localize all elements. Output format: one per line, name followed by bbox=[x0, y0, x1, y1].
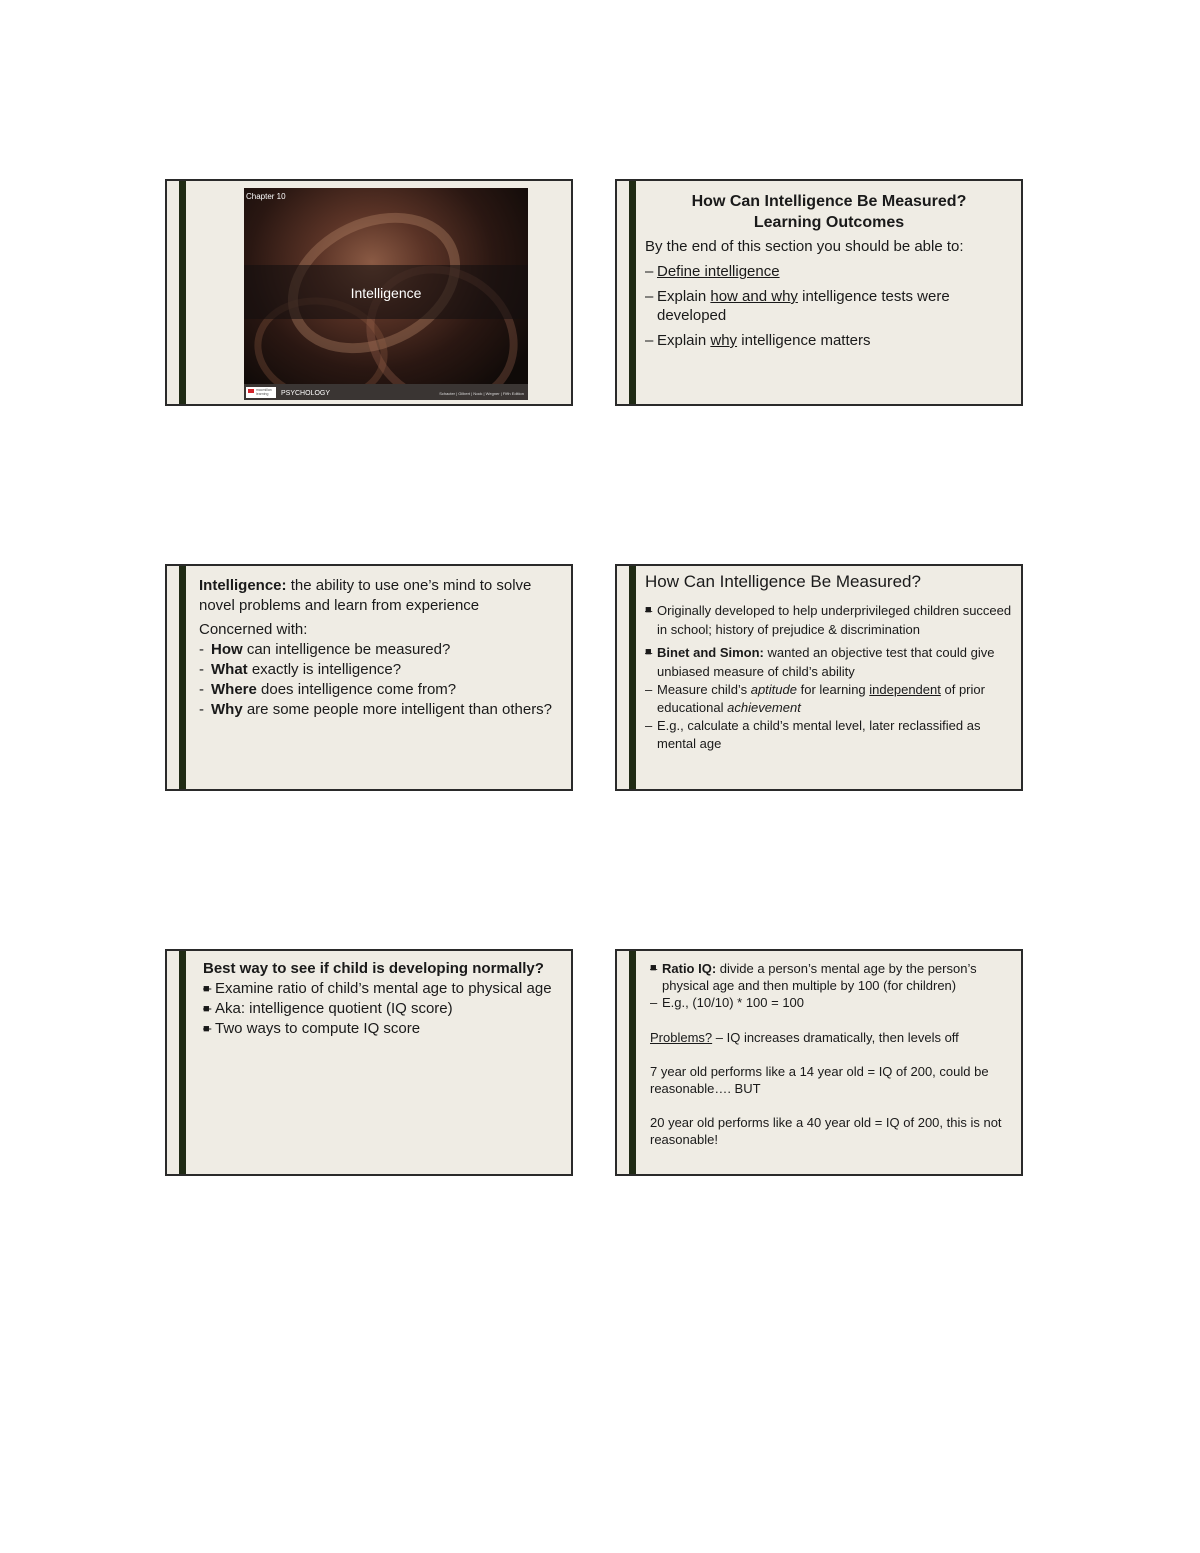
list-item: – ■ Two ways to compute IQ score bbox=[203, 1019, 563, 1039]
question-list bbox=[199, 640, 563, 720]
list-item: – ■ Ratio IQ: divide a person’s mental age by the person’s physical age and then multiple by 100 (for children) bbox=[650, 960, 1003, 994]
sub-list bbox=[650, 994, 1013, 1011]
slide-accent-bar bbox=[629, 181, 636, 404]
slide-5 bbox=[165, 949, 573, 1176]
example-2: 20 year old performs like a 40 year old = IQ of 200, this is not reasonable! bbox=[650, 1115, 1002, 1147]
outcome-list bbox=[645, 262, 1013, 350]
slide-2 bbox=[615, 179, 1023, 406]
slide-title: Best way to see if child is developing normally? bbox=[203, 960, 544, 977]
publisher-label: PSYCHOLOGY bbox=[281, 390, 331, 397]
logo-mark-icon bbox=[248, 389, 254, 393]
definition: Intelligence: the ability to use one’s mind to solve novel problems and learn from experience bbox=[199, 577, 532, 614]
list-item: – ■ Examine ratio of child’s mental age to physical age bbox=[203, 979, 563, 999]
list-item: – ■ Binet and Simon: wanted an objective test that could give unbiased measure of child’s ability bbox=[645, 643, 1013, 681]
slide-accent-bar bbox=[179, 566, 186, 789]
slide-title: How Can Intelligence Be Measured? Learning Outcomes bbox=[691, 193, 967, 231]
sub-list bbox=[645, 681, 1013, 753]
cover-image bbox=[244, 188, 528, 400]
slide-title: How Can Intelligence Be Measured? bbox=[645, 572, 921, 591]
list-item: – E.g., (10/10) * 100 = 100 bbox=[650, 994, 1013, 1011]
bullet-list bbox=[645, 601, 1013, 681]
slide-3 bbox=[165, 564, 573, 791]
list-item: – Define intelligence bbox=[645, 262, 1013, 281]
concerned-label: Concerned with: bbox=[199, 621, 308, 638]
slide-accent-bar bbox=[179, 951, 186, 1174]
slide-4 bbox=[615, 564, 1023, 791]
example-1: 7 year old performs like a 14 year old = IQ of 200, could be reasonable…. BUT bbox=[650, 1064, 989, 1096]
authors-line: Schacter | Gilbert | Nock | Wegner | Fifth Edition bbox=[439, 391, 524, 396]
slide-1 bbox=[165, 179, 573, 406]
list-item: – E.g., calculate a child’s mental level, later reclassified as mental age bbox=[645, 717, 1013, 753]
slide-accent-bar bbox=[629, 566, 636, 789]
problems-text: Problems? – IQ increases dramatically, then levels off bbox=[650, 1030, 959, 1045]
list-item: – Measure child’s aptitude for learning independent of prior educational achievement bbox=[645, 681, 1013, 717]
slide-accent-bar bbox=[629, 951, 636, 1174]
slide-6 bbox=[615, 949, 1023, 1176]
list-item: – ■ Originally developed to help underprivileged children succeed in school; history of prejudice & discrimination bbox=[645, 601, 1013, 639]
list-item: – Explain how and why intelligence tests were developed bbox=[645, 287, 1013, 325]
slide-accent-bar bbox=[179, 181, 186, 404]
chapter-label: Chapter 10 bbox=[246, 192, 286, 201]
publisher-logo: macmillan learning bbox=[246, 387, 276, 398]
list-item: – Explain why intelligence matters bbox=[645, 331, 1013, 350]
list-item: - What exactly is intelligence? bbox=[199, 660, 563, 680]
list-item: - Where does intelligence come from? bbox=[199, 680, 563, 700]
bullet-list bbox=[650, 960, 1013, 994]
cover-footer bbox=[244, 384, 528, 400]
list-item: - Why are some people more intelligent than others? bbox=[199, 700, 563, 720]
bullet-list bbox=[203, 979, 563, 1039]
intro-text: By the end of this section you should be able to: bbox=[645, 238, 964, 255]
cover-title: Intelligence bbox=[350, 285, 422, 301]
list-item: - How can intelligence be measured? bbox=[199, 640, 563, 660]
list-item: – ■ Aka: intelligence quotient (IQ score) bbox=[203, 999, 563, 1019]
